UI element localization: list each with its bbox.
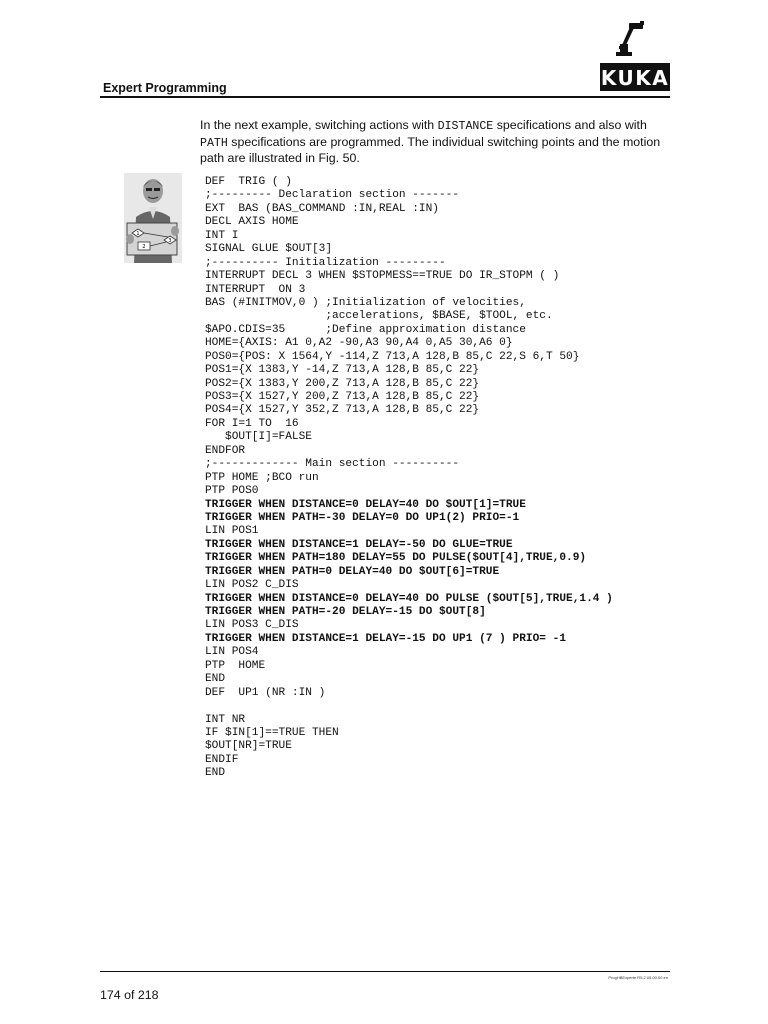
- intro-code-path: PATH: [200, 136, 228, 150]
- code-line: LIN POS2 C_DIS: [205, 579, 299, 592]
- code-line: POS0={POS: X 1564,Y -114,Z 713,A 128,B 85,C 22,S 6,T 50}: [205, 350, 580, 363]
- code-line: INTERRUPT ON 3: [205, 283, 306, 296]
- flowchart-label-2: 2: [142, 244, 146, 250]
- code-line: TRIGGER WHEN DISTANCE=0 DELAY=40 DO PULSE ($OUT[5],TRUE,1.4 ): [205, 592, 613, 605]
- code-line: TRIGGER WHEN DISTANCE=1 DELAY=-15 DO UP1 (7 ) PRIO= -1: [205, 632, 567, 645]
- programmer-illustration: [124, 173, 182, 263]
- page-number: 174 of 218: [100, 988, 159, 1002]
- code-line: POS2={X 1383,Y 200,Z 713,A 128,B 85,C 22}: [205, 377, 480, 390]
- intro-paragraph: [200, 118, 672, 167]
- code-line: INT NR: [205, 713, 246, 726]
- intro-text-2: specifications and also with: [493, 118, 647, 132]
- code-line: INTERRUPT DECL 3 WHEN $STOPMESS==TRUE DO IR_STOPM ( ): [205, 270, 560, 283]
- code-line: DEF TRIG ( ): [205, 176, 292, 188]
- code-line: LIN POS1: [205, 525, 259, 538]
- code-listing: [205, 176, 675, 781]
- code-line: POS4={X 1527,Y 352,Z 713,A 128,B 85,C 22}: [205, 404, 480, 417]
- kuka-logo: [596, 18, 672, 94]
- code-line: ;accelerations, $BASE, $TOOL, etc.: [205, 310, 553, 323]
- code-line: ;---------- Initialization ---------: [205, 256, 446, 269]
- code-line: ;------------- Main section ----------: [205, 458, 460, 471]
- logo-text: KUKA: [600, 66, 670, 90]
- code-line: IF $IN[1]==TRUE THEN: [205, 726, 339, 739]
- code-line: $APO.CDIS=35 ;Define approximation distance: [205, 323, 526, 336]
- intro-text-1: In the next example, switching actions with: [200, 118, 438, 132]
- code-line: SIGNAL GLUE $OUT[3]: [205, 243, 333, 256]
- code-line: BAS (#INITMOV,0 ) ;Initialization of velocities,: [205, 296, 526, 309]
- code-line: INT I: [205, 229, 239, 242]
- footer-divider: [100, 971, 670, 972]
- code-line: ENDFOR: [205, 444, 246, 457]
- code-line: ;--------- Declaration section -------: [205, 189, 460, 202]
- code-line: [205, 700, 675, 713]
- code-line: TRIGGER WHEN DISTANCE=1 DELAY=-50 DO GLUE=TRUE: [205, 538, 513, 551]
- page-header-title: Expert Programming: [103, 81, 227, 95]
- flowchart-label-1: 1: [136, 231, 140, 237]
- code-line: PTP HOME ;BCO run: [205, 471, 319, 484]
- robot-arm-icon: [616, 21, 644, 56]
- code-line: PTP POS0: [205, 485, 259, 498]
- intro-code-distance: DISTANCE: [437, 120, 494, 133]
- code-line: TRIGGER WHEN PATH=-20 DELAY=-15 DO $OUT[8]: [205, 606, 486, 618]
- code-line: $OUT[I]=FALSE: [205, 431, 312, 444]
- code-line: FOR I=1 TO 16: [205, 417, 299, 430]
- code-line: PTP HOME: [205, 659, 266, 672]
- code-line: POS1={X 1383,Y -14,Z 713,A 128,B 85,C 22}: [205, 364, 480, 377]
- code-line: TRIGGER WHEN DISTANCE=0 DELAY=40 DO $OUT[1]=TRUE: [205, 498, 526, 511]
- code-line: DECL AXIS HOME: [205, 216, 299, 229]
- code-line: $OUT[NR]=TRUE: [205, 740, 292, 753]
- code-line: LIN POS4: [205, 646, 259, 659]
- code-line: TRIGGER WHEN PATH=180 DELAY=55 DO PULSE($OUT[4],TRUE,0.9): [205, 552, 587, 565]
- code-line: EXT BAS (BAS_COMMAND :IN,REAL :IN): [205, 202, 439, 215]
- flowchart-label-3: 3: [168, 238, 172, 244]
- header-divider: [100, 96, 670, 98]
- intro-text-3: specifications are programmed. The individual switching points and the motion path are illustrated in Fig. 50.: [200, 134, 661, 165]
- code-line: POS3={X 1527,Y 200,Z 713,A 128,B 85,C 22}: [205, 391, 480, 403]
- footer-document-id: ProgHBExperte R5.2 05.00.00 en: [608, 975, 668, 980]
- code-line: LIN POS3 C_DIS: [205, 619, 299, 632]
- code-line: END: [205, 673, 226, 686]
- code-line: TRIGGER WHEN PATH=-30 DELAY=0 DO UP1(2) PRIO=-1: [205, 511, 520, 524]
- code-line: END: [205, 767, 226, 780]
- code-line: DEF UP1 (NR :IN ): [205, 686, 326, 699]
- code-line: ENDIF: [205, 753, 239, 766]
- code-line: TRIGGER WHEN PATH=0 DELAY=40 DO $OUT[6]=TRUE: [205, 565, 500, 578]
- code-line: HOME={AXIS: A1 0,A2 -90,A3 90,A4 0,A5 30,A6 0}: [205, 337, 513, 350]
